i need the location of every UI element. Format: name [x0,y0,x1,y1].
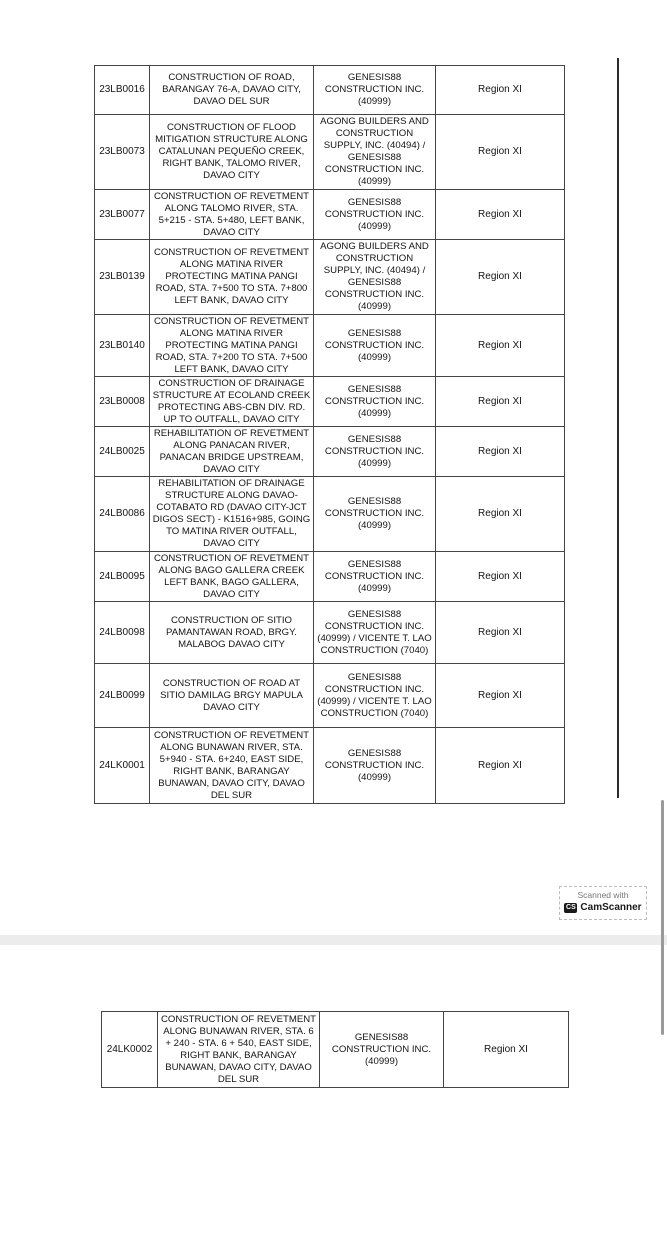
table-row [95,728,565,804]
project-code-cell: 23LB0073 [95,115,150,190]
project-description-cell: REHABILITATION OF DRAINAGE STRUCTURE ALONG DAVAO-COTABATO RD (DAVAO CITY-JCT DIGOS SECT) - K1516+985, GOING TO MATINA RIVER OUTFALL, DAVAO CITY [150,477,314,552]
camscanner-badge [559,886,647,920]
region-cell: Region XI [436,377,565,427]
table-row [95,377,565,427]
project-code-cell: 23LB0008 [95,377,150,427]
table-row [95,602,565,664]
camscanner-logo-icon: CS [566,903,576,911]
scanned-page-2 [0,945,667,1240]
table-row [95,240,565,315]
project-code-cell: 24LB0086 [95,477,150,552]
table-row [95,552,565,602]
contractor-cell: GENESIS88 CONSTRUCTION INC. (40999) [314,315,436,377]
project-code-cell: 24LB0098 [95,602,150,664]
project-code-cell: 23LB0139 [95,240,150,315]
projects-table [94,65,565,804]
table-row [95,66,565,115]
region-cell: Region XI [436,190,565,240]
region-cell: Region XI [436,552,565,602]
page-edge-line [617,58,619,798]
region-cell: Region XI [436,477,565,552]
table-row [95,664,565,728]
region-cell: Region XI [436,728,565,804]
project-code-cell: 24LK0001 [95,728,150,804]
project-code-cell: 24LB0095 [95,552,150,602]
project-description-cell: CONSTRUCTION OF REVETMENT ALONG TALOMO RIVER, STA. 5+215 - STA. 5+480, LEFT BANK, DAVAO CITY [150,190,314,240]
table-row [95,190,565,240]
contractor-cell: GENESIS88 CONSTRUCTION INC. (40999) [314,477,436,552]
scrollbar-thumb[interactable] [661,800,664,1035]
contractor-cell: GENESIS88 CONSTRUCTION INC. (40999) / VICENTE T. LAO CONSTRUCTION (7040) [314,664,436,728]
project-description-cell: REHABILITATION OF REVETMENT ALONG PANACAN RIVER, PANACAN BRIDGE UPSTREAM, DAVAO CITY [150,427,314,477]
contractor-cell: AGONG BUILDERS AND CONSTRUCTION SUPPLY, INC. (40494) / GENESIS88 CONSTRUCTION INC. (40999) [314,115,436,190]
project-description-cell: CONSTRUCTION OF ROAD, BARANGAY 76-A, DAVAO CITY, DAVAO DEL SUR [150,66,314,115]
projects-table-continued [101,1011,569,1088]
region-cell: Region XI [436,427,565,477]
contractor-cell: GENESIS88 CONSTRUCTION INC. (40999) [314,377,436,427]
table-row [95,115,565,190]
contractor-cell: GENESIS88 CONSTRUCTION INC. (40999) [314,427,436,477]
region-cell: Region XI [436,664,565,728]
contractor-cell: GENESIS88 CONSTRUCTION INC. (40999) [314,728,436,804]
region-cell: Region XI [436,602,565,664]
project-description-cell: CONSTRUCTION OF FLOOD MITIGATION STRUCTURE ALONG CATALUNAN PEQUEÑO CREEK, RIGHT BANK, TALOMO RIVER, DAVAO CITY [150,115,314,190]
badge-scanned-with: Scanned with [577,890,629,900]
project-description-cell: CONSTRUCTION OF DRAINAGE STRUCTURE AT ECOLAND CREEK PROTECTING ABS-CBN DIV. RD. UP TO OUTFALL, DAVAO CITY [150,377,314,427]
project-code-cell: 23LB0077 [95,190,150,240]
project-description-cell: CONSTRUCTION OF REVETMENT ALONG BAGO GALLERA CREEK LEFT BANK, BAGO GALLERA, DAVAO CITY [150,552,314,602]
region-cell: Region XI [436,240,565,315]
project-description-cell: CONSTRUCTION OF SITIO PAMANTAWAN ROAD, BRGY. MALABOG DAVAO CITY [150,602,314,664]
project-code-cell: 24LK0002 [102,1012,158,1088]
project-description-cell: CONSTRUCTION OF REVETMENT ALONG MATINA RIVER PROTECTING MATINA PANGI ROAD, STA. 7+500 TO STA. 7+800 LEFT BANK, DAVAO CITY [150,240,314,315]
table-row [95,427,565,477]
project-code-cell: 24LB0099 [95,664,150,728]
project-code-cell: 23LB0140 [95,315,150,377]
project-code-cell: 23LB0016 [95,66,150,115]
region-cell: Region XI [444,1012,569,1088]
project-description-cell: CONSTRUCTION OF REVETMENT ALONG MATINA RIVER PROTECTING MATINA PANGI ROAD, STA. 7+200 TO STA. 7+500 LEFT BANK, DAVAO CITY [150,315,314,377]
project-description-cell: CONSTRUCTION OF ROAD AT SITIO DAMILAG BRGY MAPULA DAVAO CITY [150,664,314,728]
region-cell: Region XI [436,115,565,190]
project-code-cell: 24LB0025 [95,427,150,477]
contractor-cell: GENESIS88 CONSTRUCTION INC. (40999) / VICENTE T. LAO CONSTRUCTION (7040) [314,602,436,664]
contractor-cell: GENESIS88 CONSTRUCTION INC. (40999) [314,66,436,115]
contractor-cell: GENESIS88 CONSTRUCTION INC. (40999) [314,552,436,602]
project-description-cell: CONSTRUCTION OF REVETMENT ALONG BUNAWAN RIVER, STA. 5+940 - STA. 6+240, EAST SIDE, RIGHT BANK, BARANGAY BUNAWAN, DAVAO CITY, DAVAO DEL SUR [150,728,314,804]
contractor-cell: GENESIS88 CONSTRUCTION INC. (40999) [320,1012,444,1088]
table-row [95,315,565,377]
region-cell: Region XI [436,315,565,377]
contractor-cell: AGONG BUILDERS AND CONSTRUCTION SUPPLY, INC. (40494) / GENESIS88 CONSTRUCTION INC. (40999) [314,240,436,315]
badge-brand-name: CamScanner [580,902,642,913]
region-cell: Region XI [436,66,565,115]
project-description-cell: CONSTRUCTION OF REVETMENT ALONG BUNAWAN RIVER, STA. 6 + 240 - STA. 6 + 540, EAST SIDE, RIGHT BANK, BARANGAY BUNAWAN, DAVAO CITY, DAVAO DEL SUR [158,1012,320,1088]
contractor-cell: GENESIS88 CONSTRUCTION INC. (40999) [314,190,436,240]
table-row [95,477,565,552]
table-row [102,1012,569,1088]
